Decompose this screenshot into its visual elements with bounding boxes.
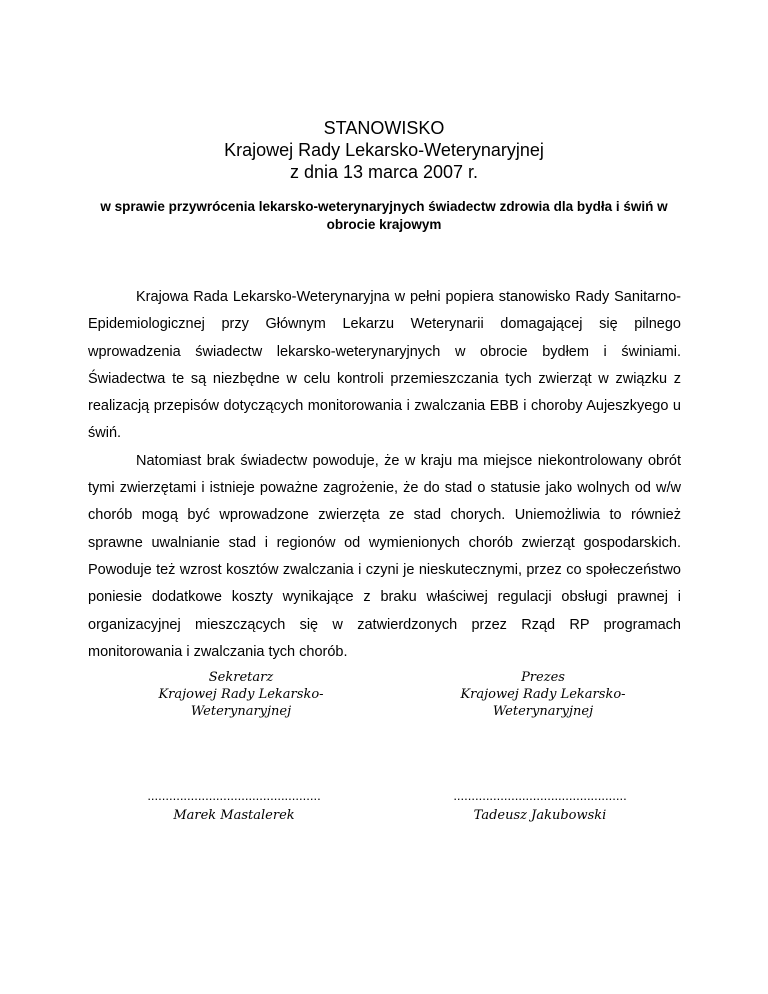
document-title: STANOWISKO [323,118,445,138]
signature-line-right: ................................................ [453,788,627,803]
signer-role: Sekretarz [208,670,274,685]
signer-org: Weterynaryjnej [492,704,594,719]
signature-block-right [428,669,658,720]
signer-org: Krajowej Rady Lekarsko- [460,687,626,702]
signer-org: Weterynaryjnej [190,704,292,719]
signer-name-right: Tadeusz Jakubowski [473,808,607,823]
signer-org: Krajowej Rady Lekarsko- [158,687,324,702]
signer-name-left: Marek Mastalerek [173,808,295,823]
signature-block-left [126,669,356,720]
paragraph-1: Krajowa Rada Lekarsko-Weterynaryjna w pełni popiera stanowisko Rady Sanitarno-Epidemiologicznej przy Głównym Lekarzu Weterynarii domagającej się pilnego wprowadzenia świadectw lekarsko-weterynaryjnych w obrocie bydłem i świniami. Świadectwa te są niezbędne w celu kontroli przemieszczania tych zwierząt w związku z realizacją przepisów dotyczących monitorowania i zwalczania EBB i choroby Aujeszkyego u świń. [88,289,681,442]
document-subject: w sprawie przywrócenia lekarsko-weterynaryjnych świadectw zdrowia dla bydła i świń w obrocie krajowym [100,199,668,232]
paragraph-2: Natomiast brak świadectw powoduje, że w kraju ma miejsce niekontrolowany obrót tymi zwierzętami i istnieje poważne zagrożenie, że do stad o statusie jako wolnych od w/w chorób mogą być wprowadzone zwierzęta ze stad chorych. Uniemożliwia to również sprawne uwalnianie stad i regionów od wymienionych chorób zwierząt gospodarskich. Powoduje też wzrost kosztów zwalczania i czyni je nieskutecznymi, przez co społeczeństwo poniesie dodatkowe koszty wynikające z braku właściwej regulacji obsługi prawnej i organizacyjnej mieszczących się w zatwierdzonych przez Rząd RP programach monitorowania i zwalczania tych chorób. [88,452,681,660]
signer-role: Prezes [521,670,565,685]
signature-line-left: ................................................ [147,788,321,803]
document-body [88,284,681,666]
issuing-body: Krajowej Rady Lekarsko-Weterynaryjnej [224,140,544,160]
document-date: z dnia 13 marca 2007 r. [289,162,479,182]
